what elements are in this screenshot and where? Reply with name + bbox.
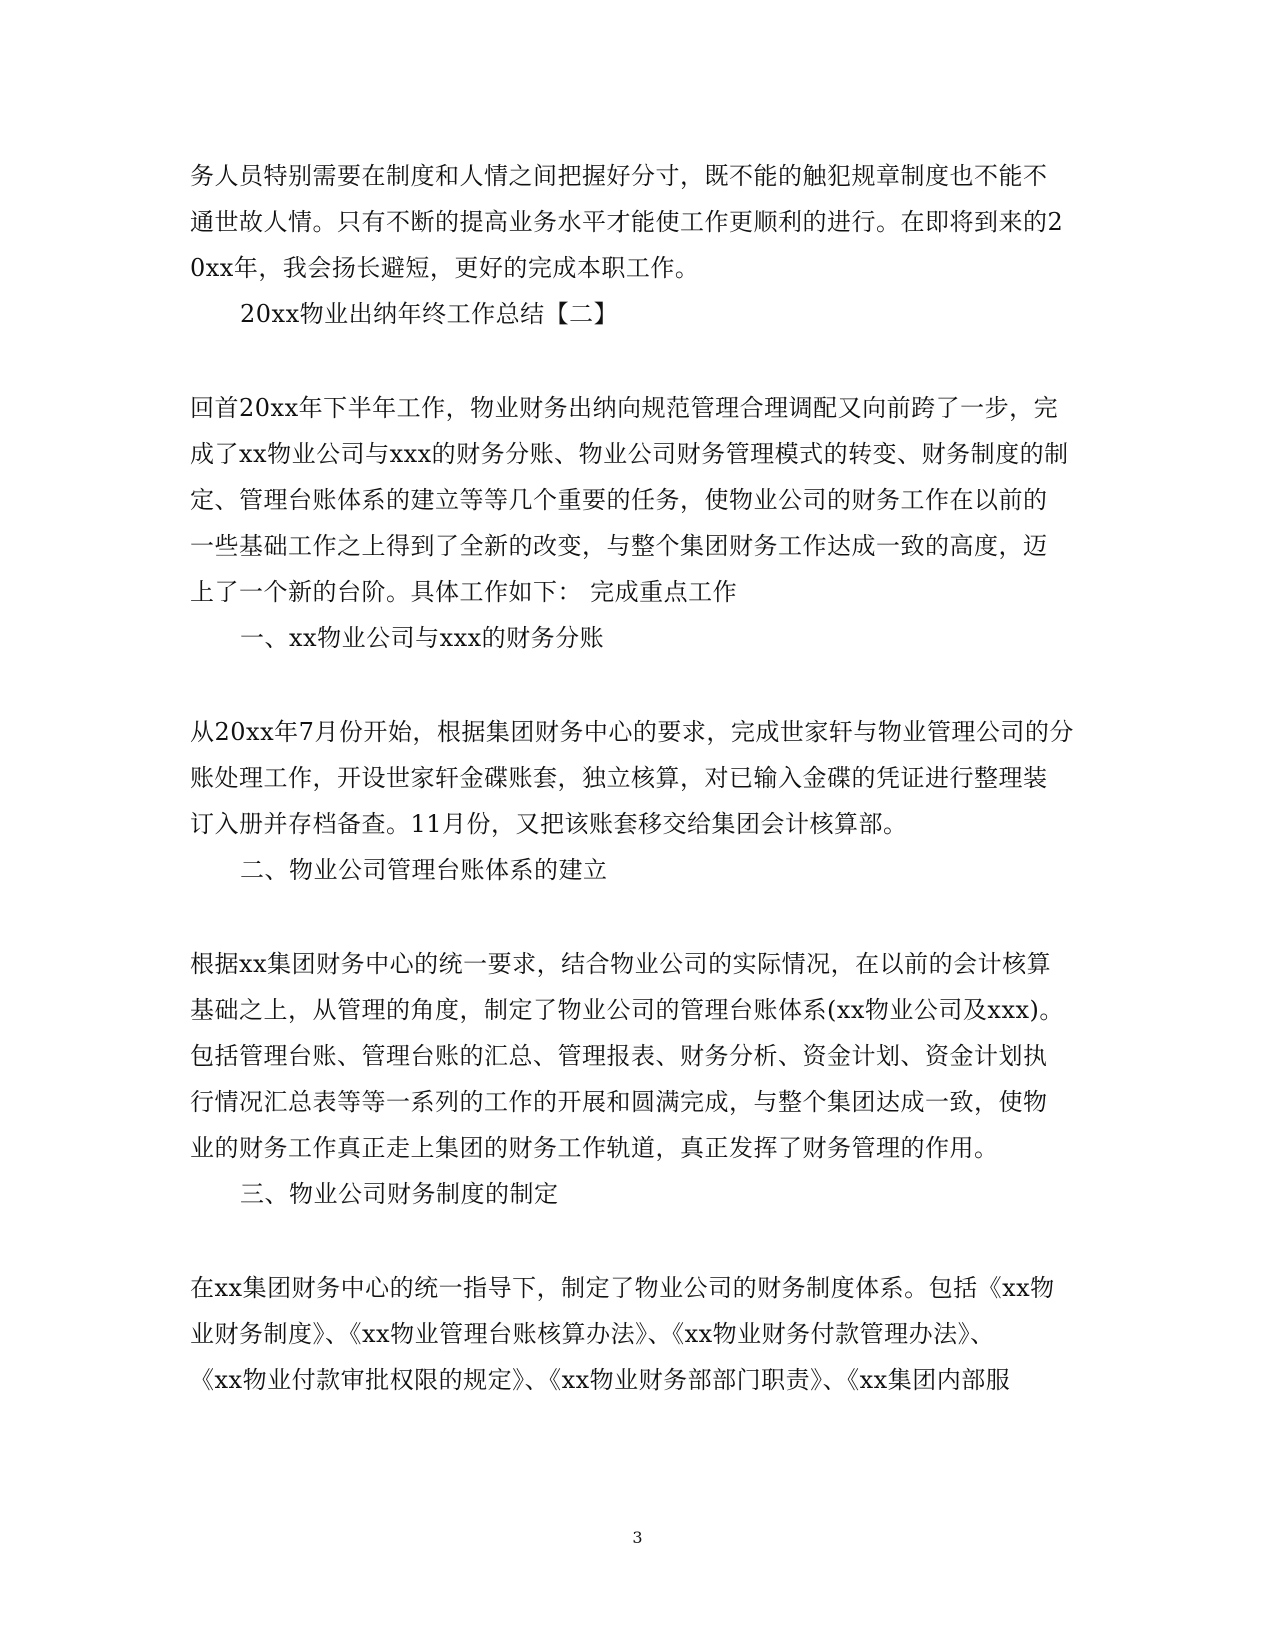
body-text-line: 订入册并存档备查。11月份，又把该账套移交给集团会计核算部。 (190, 810, 908, 838)
body-text-line: 业财务制度》、《xx物业管理台账核算办法》、《xx物业财务付款管理办法》、 (190, 1320, 995, 1348)
body-text-line: 一些基础工作之上得到了全新的改变，与整个集团财务工作达成一致的高度，迈 (190, 532, 1048, 560)
body-text-line: 务人员特别需要在制度和人情之间把握好分寸，既不能的触犯规章制度也不能不 (190, 162, 1048, 190)
body-text-line: 《xx物业付款审批权限的规定》、《xx物业财务部部门职责》、《xx集团内部服 (190, 1366, 1011, 1394)
page-number: 3 (632, 1528, 643, 1547)
body-text-line: 账处理工作，开设世家轩金碟账套，独立核算，对已输入金碟的凭证进行整理装 (190, 764, 1048, 792)
subsection-heading: 三、物业公司财务制度的制定 (240, 1180, 559, 1208)
body-text-line: 在xx集团财务中心的统一指导下，制定了物业公司的财务制度体系。包括《xx物 (190, 1274, 1055, 1302)
body-text-line: 业的财务工作真正走上集团的财务工作轨道，真正发挥了财务管理的作用。 (190, 1134, 999, 1162)
body-text-line: 根据xx集团财务中心的统一要求，结合物业公司的实际情况，在以前的会计核算 (190, 950, 1052, 978)
body-text-line: 定、管理台账体系的建立等等几个重要的任务，使物业公司的财务工作在以前的 (190, 486, 1048, 514)
body-text-line: 回首20xx年下半年工作，物业财务出纳向规范管理合理调配又向前跨了一步，完 (190, 394, 1059, 422)
body-text-line: 上了一个新的台阶。具体工作如下： 完成重点工作 (190, 578, 738, 606)
subsection-heading: 一、xx物业公司与xxx的财务分账 (240, 624, 605, 652)
subsection-heading: 二、物业公司管理台账体系的建立 (240, 856, 608, 884)
body-text-line: 成了xx物业公司与xxx的财务分账、物业公司财务管理模式的转变、财务制度的制 (190, 440, 1069, 468)
body-text-line: 通世故人情。只有不断的提高业务水平才能使工作更顺利的进行。在即将到来的2 (190, 208, 1064, 236)
body-text-line: 0xx年，我会扬长避短，更好的完成本职工作。 (190, 254, 700, 282)
section-heading: 20xx物业出纳年终工作总结【二】 (240, 300, 619, 328)
body-text-line: 行情况汇总表等等一系列的工作的开展和圆满完成，与整个集团达成一致，使物 (190, 1088, 1048, 1116)
body-text-line: 从20xx年7月份开始，根据集团财务中心的要求，完成世家轩与物业管理公司的分 (190, 718, 1074, 746)
body-text-line: 包括管理台账、管理台账的汇总、管理报表、财务分析、资金计划、资金计划执 (190, 1042, 1048, 1070)
body-text-line: 基础之上，从管理的角度，制定了物业公司的管理台账体系(xx物业公司及xxx)。 (190, 996, 1064, 1024)
